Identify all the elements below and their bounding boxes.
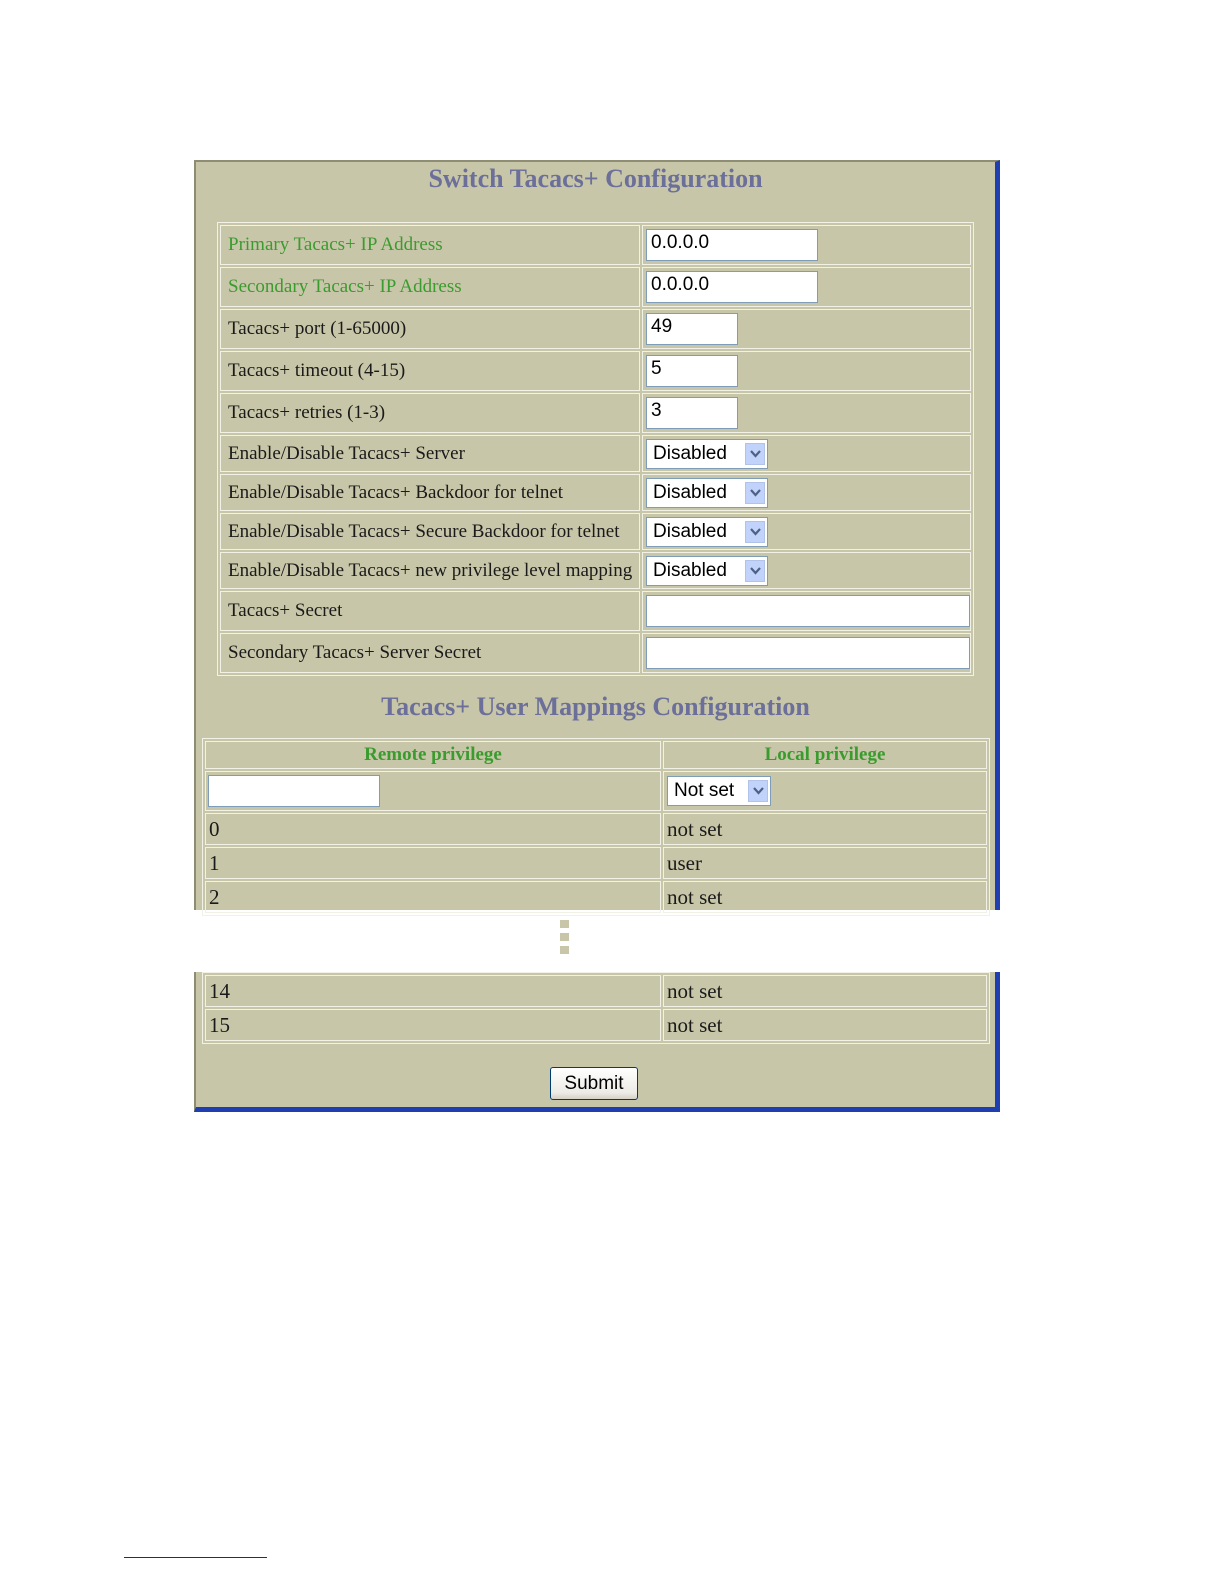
table-header-row xyxy=(205,741,987,769)
settings-row xyxy=(220,435,971,472)
remote-privilege-header: Remote privilege xyxy=(205,741,661,769)
primary-ip-input[interactable]: 0.0.0.0 xyxy=(646,229,818,261)
tacacs-config-window-bottom xyxy=(194,972,1000,1112)
remote-privilege-input[interactable] xyxy=(208,775,380,807)
secondary-ip-input[interactable]: 0.0.0.0 xyxy=(646,271,818,303)
chevron-down-icon[interactable] xyxy=(748,780,768,802)
secret-input[interactable] xyxy=(646,595,970,627)
table-row xyxy=(205,1009,987,1041)
secure-backdoor-label: Enable/Disable Tacacs+ Secure Backdoor for telnet xyxy=(220,513,640,550)
secure-backdoor-select-value: Disabled xyxy=(653,520,727,542)
timeout-label: Tacacs+ timeout (4-15) xyxy=(220,351,640,391)
remote-privilege-cell: 15 xyxy=(205,1009,661,1041)
secondary-ip-label: Secondary Tacacs+ IP Address xyxy=(220,267,640,307)
local-privilege-cell: not set xyxy=(663,1009,987,1041)
port-label: Tacacs+ port (1-65000) xyxy=(220,309,640,349)
privilege-mapping-select[interactable] xyxy=(646,556,768,586)
local-privilege-header: Local privilege xyxy=(663,741,987,769)
settings-row xyxy=(220,552,971,589)
chevron-down-icon[interactable] xyxy=(745,443,765,465)
secret-label: Tacacs+ Secret xyxy=(220,591,640,631)
remote-privilege-cell: 0 xyxy=(205,813,661,845)
privilege-mapping-select-value: Disabled xyxy=(653,559,727,581)
secure-backdoor-select[interactable] xyxy=(646,517,768,547)
vertical-ellipsis-icon xyxy=(560,920,569,959)
primary-ip-label: Primary Tacacs+ IP Address xyxy=(220,225,640,265)
table-row xyxy=(205,975,987,1007)
settings-row xyxy=(220,393,971,433)
backdoor-label: Enable/Disable Tacacs+ Backdoor for telnet xyxy=(220,474,640,511)
settings-row xyxy=(220,351,971,391)
secondary-secret-input[interactable] xyxy=(646,637,970,669)
retries-input[interactable]: 3 xyxy=(646,397,738,429)
settings-row xyxy=(220,474,971,511)
secondary-secret-label: Secondary Tacacs+ Server Secret xyxy=(220,633,640,673)
local-privilege-cell: not set xyxy=(663,813,987,845)
new-mapping-row xyxy=(205,771,987,811)
settings-row xyxy=(220,267,971,307)
settings-row xyxy=(220,309,971,349)
remote-privilege-cell: 14 xyxy=(205,975,661,1007)
table-row xyxy=(205,881,987,913)
local-privilege-select-value: Not set xyxy=(674,780,735,801)
settings-row xyxy=(220,225,971,265)
backdoor-select-value: Disabled xyxy=(653,481,727,503)
local-privilege-cell: not set xyxy=(663,975,987,1007)
tacacs-settings-table xyxy=(217,222,974,676)
remote-privilege-cell: 1 xyxy=(205,847,661,879)
settings-row xyxy=(220,513,971,550)
chevron-down-icon[interactable] xyxy=(745,521,765,543)
tacacs-config-window-top xyxy=(194,160,1000,910)
user-mappings-table-continued xyxy=(202,972,990,1044)
user-mappings-table xyxy=(202,738,990,916)
settings-row xyxy=(220,633,971,673)
local-privilege-cell: user xyxy=(663,847,987,879)
settings-row xyxy=(220,591,971,631)
chevron-down-icon[interactable] xyxy=(745,482,765,504)
user-mappings-title: Tacacs+ User Mappings Configuration xyxy=(381,692,810,721)
retries-label: Tacacs+ retries (1-3) xyxy=(220,393,640,433)
server-enable-select-value: Disabled xyxy=(653,442,727,464)
submit-button[interactable]: Submit xyxy=(550,1067,638,1100)
privilege-mapping-label: Enable/Disable Tacacs+ new privilege level mapping xyxy=(220,552,640,589)
port-input[interactable]: 49 xyxy=(646,313,738,345)
backdoor-select[interactable] xyxy=(646,478,768,508)
server-enable-label: Enable/Disable Tacacs+ Server xyxy=(220,435,640,472)
chevron-down-icon[interactable] xyxy=(745,560,765,582)
table-row xyxy=(205,813,987,845)
table-row xyxy=(205,847,987,879)
local-privilege-select[interactable] xyxy=(667,776,771,806)
footer-divider xyxy=(124,1557,267,1558)
timeout-input[interactable]: 5 xyxy=(646,355,738,387)
remote-privilege-cell: 2 xyxy=(205,881,661,913)
local-privilege-cell: not set xyxy=(663,881,987,913)
page-title: Switch Tacacs+ Configuration xyxy=(428,164,763,193)
server-enable-select[interactable] xyxy=(646,439,768,469)
